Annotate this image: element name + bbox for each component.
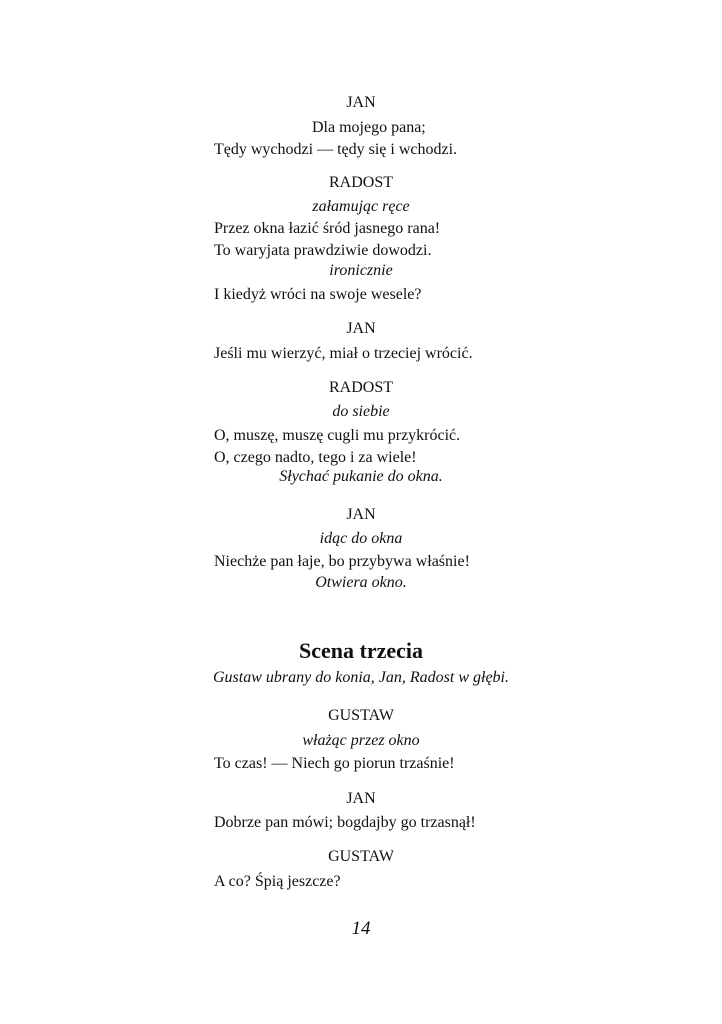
stage-direction: ironicznie <box>329 262 393 279</box>
speaker-label: JAN <box>346 790 376 807</box>
scene-title: Scena trzecia <box>299 638 423 663</box>
stage-direction: Otwiera okno. <box>315 574 407 591</box>
verse-line: I kiedyż wróci na swoje wesele? <box>214 286 422 303</box>
verse-line: To waryjata prawdziwie dowodzi. <box>214 242 432 259</box>
speaker-label: RADOST <box>328 379 393 396</box>
speaker-label: GUSTAW <box>328 848 394 865</box>
speaker-label: JAN <box>346 320 376 337</box>
stage-direction: do siebie <box>332 403 390 420</box>
verse-line: Jeśli mu wierzyć, miał o trzeciej wrócić. <box>214 345 473 362</box>
speaker-label: JAN <box>346 506 376 523</box>
verse-line: O, muszę, muszę cugli mu przykrócić. <box>214 427 461 444</box>
verse-line: Przez okna łazić śród jasnego rana! <box>214 220 441 237</box>
page-number: 14 <box>351 918 371 939</box>
stage-direction: włażąc przez okno <box>302 732 420 749</box>
verse-line: A co? Śpią jeszcze? <box>214 873 341 890</box>
verse-line: O, czego nadto, tego i za wiele! <box>214 449 417 466</box>
stage-direction: Gustaw ubrany do konia, Jan, Radost w głębi. <box>213 669 509 686</box>
verse-line: Tędy wychodzi — tędy się i wchodzi. <box>214 141 458 158</box>
stage-direction: Słychać pukanie do okna. <box>279 468 443 485</box>
verse-line: Niechże pan łaje, bo przybywa właśnie! <box>214 553 470 570</box>
verse-line: Dla mojego pana; <box>312 119 426 136</box>
stage-direction: załamując ręce <box>312 198 410 215</box>
speaker-label: GUSTAW <box>328 707 394 724</box>
verse-line: Dobrze pan mówi; bogdajby go trzasnął! <box>214 814 476 831</box>
speaker-label: RADOST <box>328 174 393 191</box>
speaker-label: JAN <box>346 94 376 111</box>
verse-line: To czas! — Niech go piorun trzaśnie! <box>214 755 455 772</box>
stage-direction: idąc do okna <box>319 530 403 547</box>
